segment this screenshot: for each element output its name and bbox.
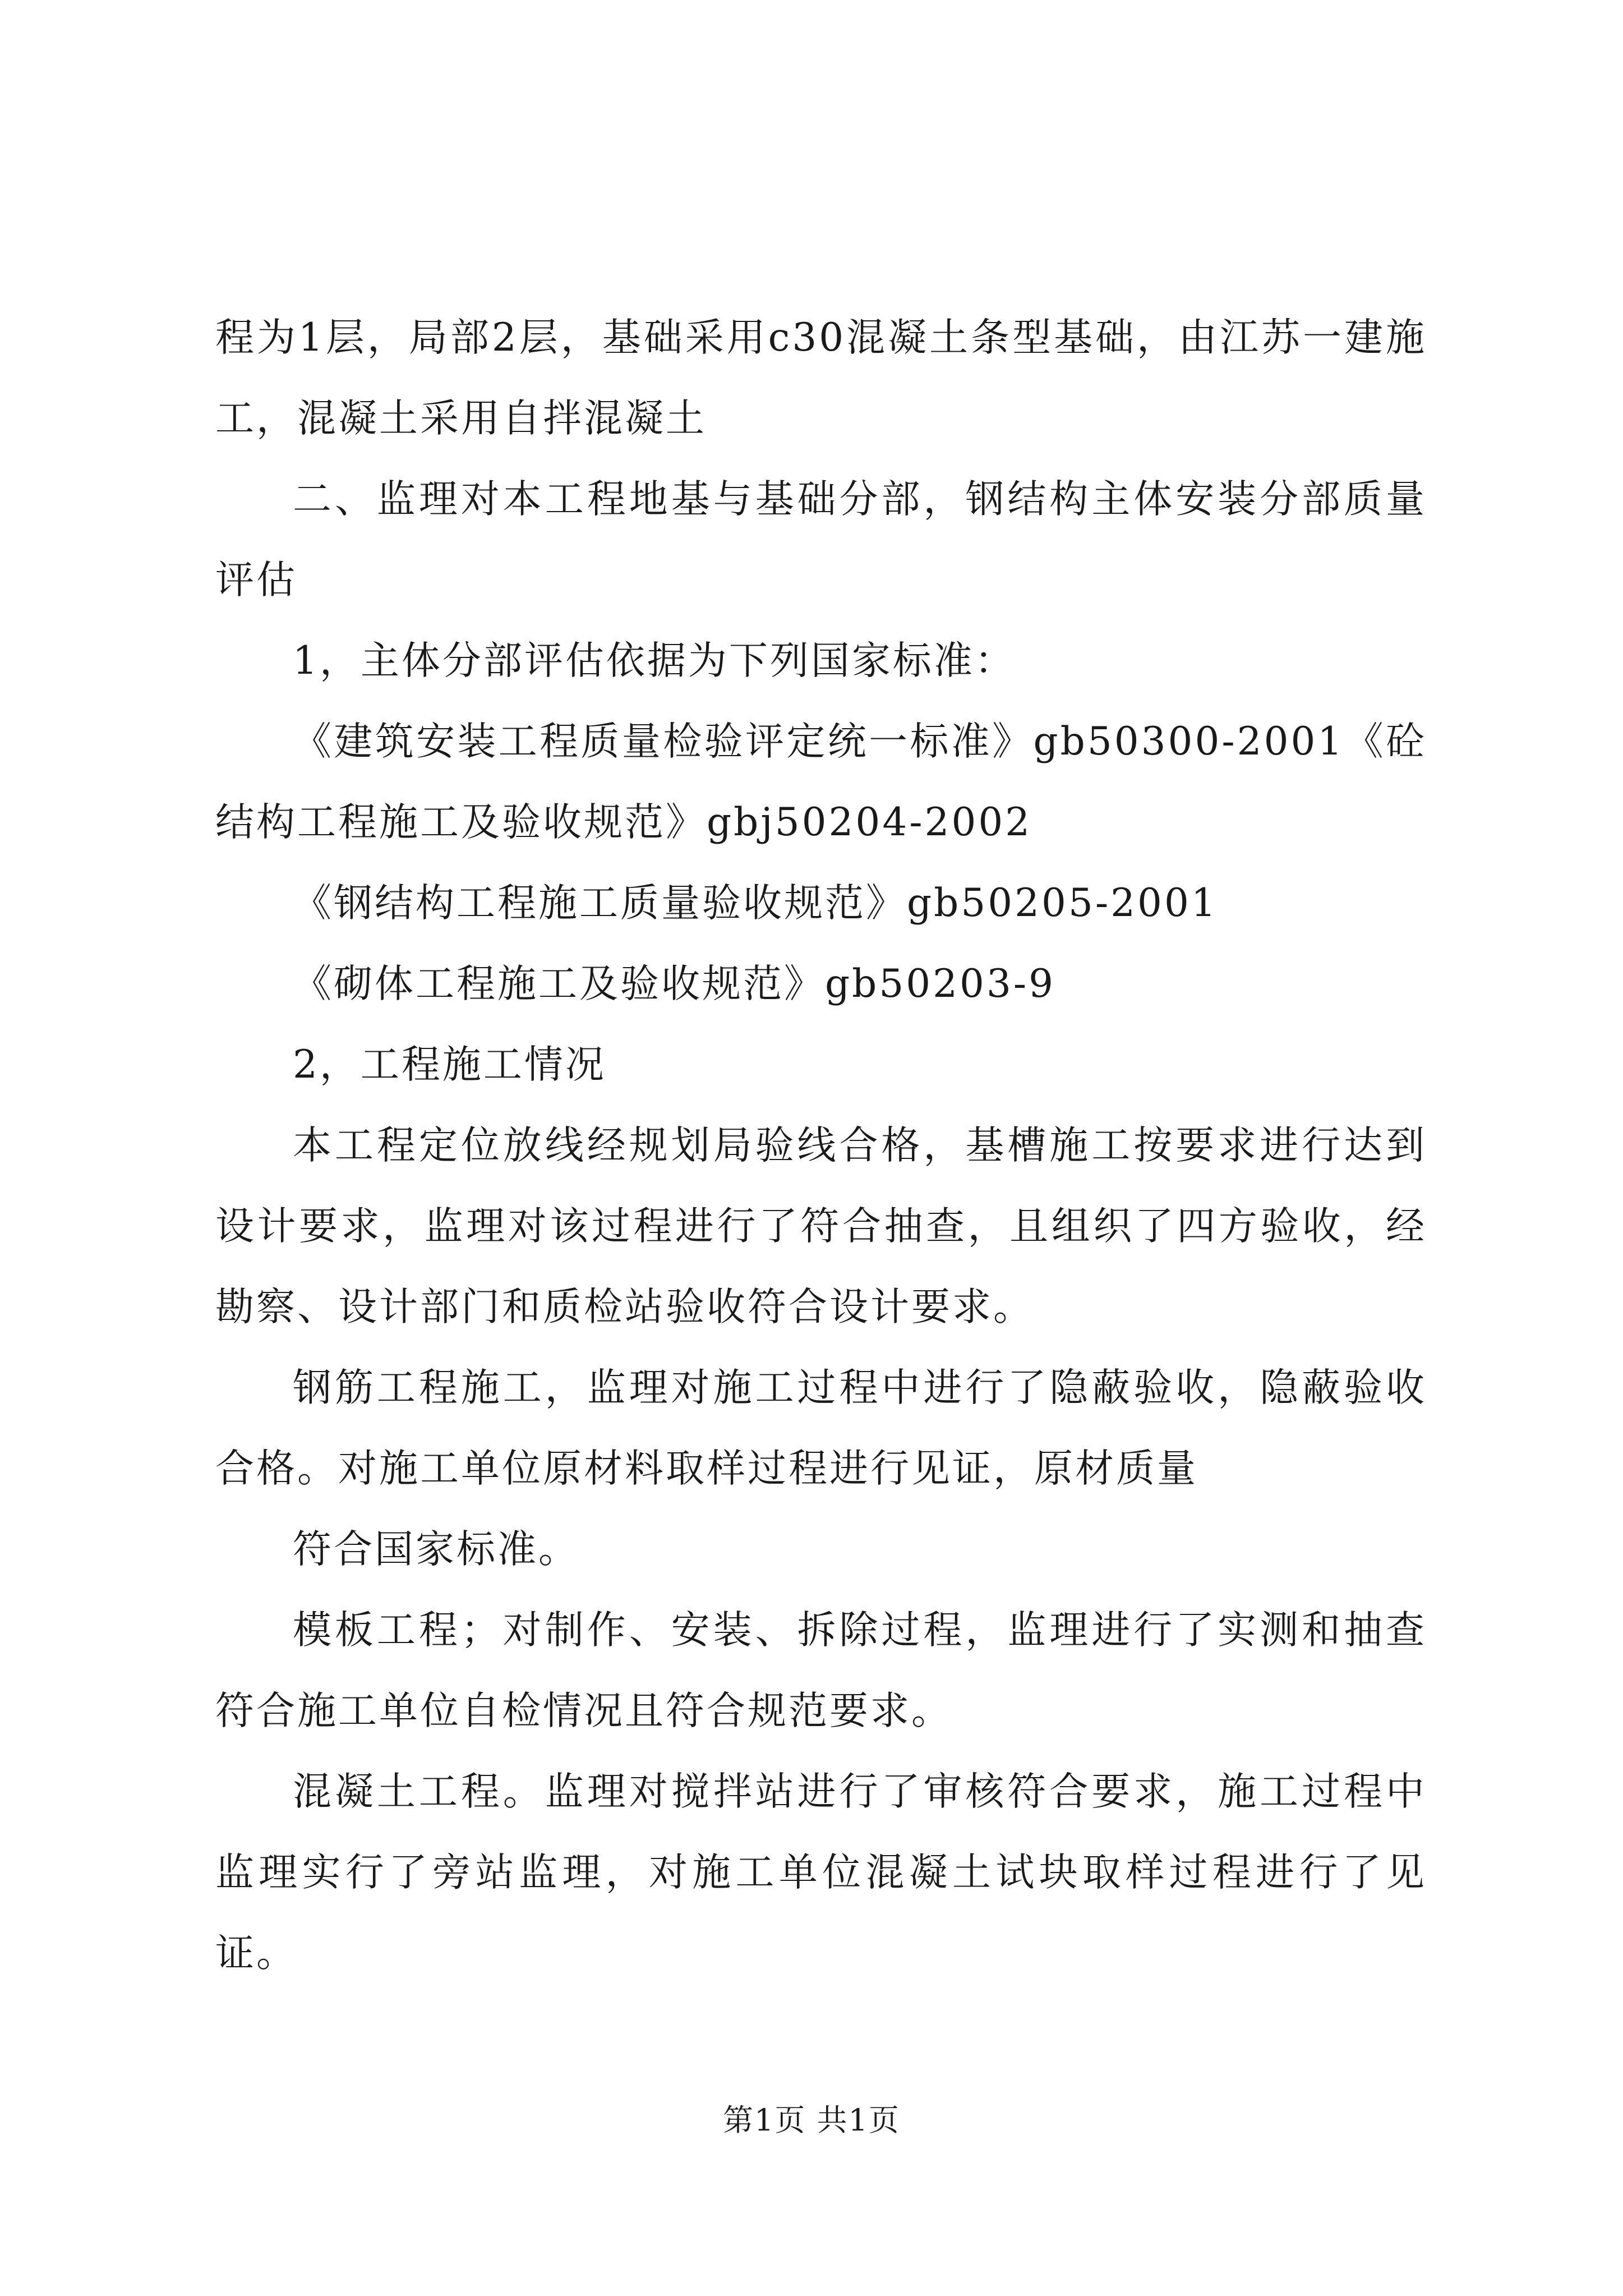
paragraph-project-overview: 程为1层，局部2层，基础采用c30混凝土条型基础，由江苏一建施工，混凝土采用自拌混凝土: [215, 315, 1427, 441]
section-heading-quality-assessment: 二、监理对本工程地基与基础分部，钢结构主体安装分部质量评估: [215, 477, 1427, 602]
document-body: [215, 297, 1427, 1994]
paragraph-assessment-basis: 1，主体分部评估依据为下列国家标准：: [293, 638, 1016, 683]
paragraph-standard-gb50300: 《建筑安装工程质量检验评定统一标准》gb50300-2001《砼结构工程施工及验收规范》gbj50204-2002: [215, 719, 1427, 845]
paragraph-construction-status: 2，工程施工情况: [293, 1042, 606, 1087]
paragraph-standard-gb50203: 《砌体工程施工及验收规范》gb50203-9: [293, 961, 1056, 1006]
page-footer: [0, 2098, 1623, 2143]
page-number-label: 第1页 共1页: [723, 2102, 900, 2138]
paragraph-positioning-layout: 本工程定位放线经规划局验线合格，基槽施工按要求进行达到设计要求，监理对该过程进行了符合抽查，且组织了四方验收，经勘察、设计部门和质检站验收符合设计要求。: [215, 1123, 1427, 1329]
paragraph-standard-gb50205: 《钢结构工程施工质量验收规范》gb50205-2001: [293, 881, 1218, 926]
paragraph-rebar-works: 钢筋工程施工，监理对施工过程中进行了隐蔽验收，隐蔽验收合格。对施工单位原材料取样过程进行见证，原材质量: [215, 1365, 1427, 1491]
paragraph-concrete-works: 混凝土工程。监理对搅拌站进行了审核符合要求，施工过程中监理实行了旁站监理，对施工单位混凝土试块取样过程进行了见证。: [215, 1769, 1427, 1976]
paragraph-rebar-standard: 符合国家标准。: [293, 1527, 579, 1572]
paragraph-formwork: 模板工程；对制作、安装、拆除过程，监理进行了实测和抽查符合施工单位自检情况且符合规范要求。: [215, 1608, 1427, 1733]
